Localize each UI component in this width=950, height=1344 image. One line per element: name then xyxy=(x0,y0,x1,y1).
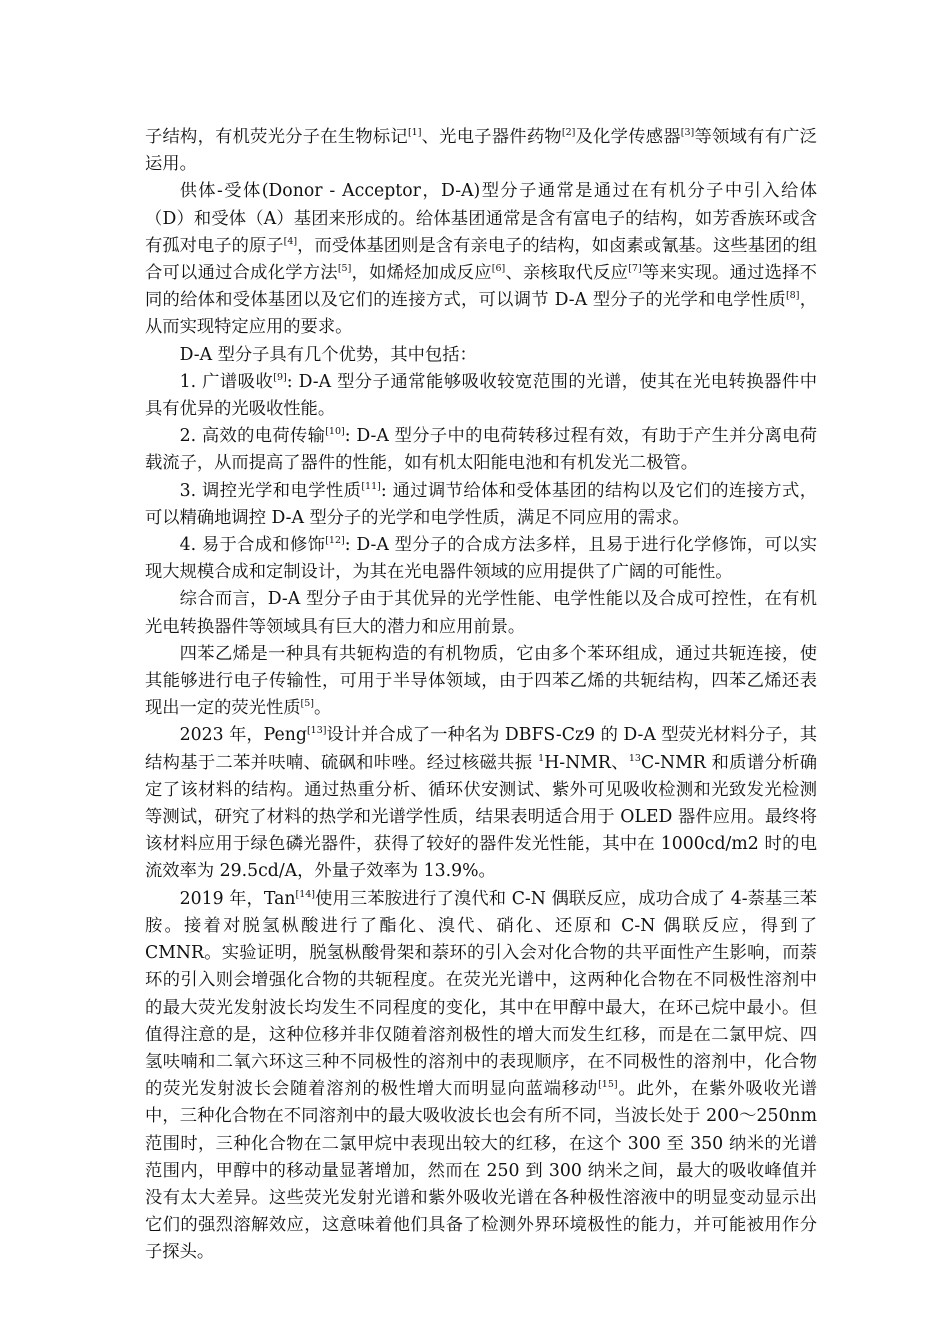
text-run: : D-A 型分子的合成方法多样，且易于进行化学修饰，可以实现大规模合成和定制设计，为其在光电器件领域的应用提供了广阔的可能性。 xyxy=(145,535,817,583)
text-run: 等来实现。通过选择不同的给体和受体基团以及它们的连接方式，可以调节 D-A 型分子的光学和电学性质 xyxy=(145,263,817,311)
citation-superscript: [10] xyxy=(325,426,345,438)
citation-superscript: [12] xyxy=(325,535,345,547)
text-run: H-NMR、 xyxy=(544,752,629,773)
citation-superscript: [5] xyxy=(337,263,352,275)
text-run: D-A 型分子具有几个优势，其中包括： xyxy=(179,344,477,365)
text-run: C-NMR 和质谱分析确定了该材料的结构。通过热重分析、循环伏安测试、紫外可见吸收检测和光致发光检测等测试，研究了材料的热学和光谱学性质，结果表明适合用于 OLED 器件应用。最终将该材料应用于绿色磷光器件，获得了较好的器件发光性能，其中在 1000cd/m2 时的电流效率为 29.5cd/A，外量子效率为 13.9%。 xyxy=(145,752,817,882)
text-run: 使用三苯胺进行了溴代和 C-N 偶联反应，成功合成了 4-萘基三苯胺。接着对脱氢枞酸进行了酯化、溴代、硝化、还原和 C-N 偶联反应，得到了 CMNR。实验证明，脱氢枞酸骨架和萘环的引入会对化合物的共平面性产生影响，而萘环的引入则会增强化合物的共轭程度。在荧光光谱中，这两种化合物在不同极性溶剂中的最大荧光发射波长均发生不同程度的变化，其中在甲醇中最大，在环己烷中最小。但值得注意的是，这种位移并非仅随着溶剂极性的增大而发生红移，而是在二氯甲烷、四氢呋喃和二氧六环这三种不同极性的溶剂中的表现顺序，在不同极性的溶剂中，化合物的荧光发射波长会随着溶剂的极性增大而明显向蓝端移动 xyxy=(145,888,817,1100)
text-run: 2. 高效的电荷传输 xyxy=(179,426,326,447)
citation-superscript: [6] xyxy=(491,263,506,275)
text-run: 、亲核取代反应 xyxy=(505,263,629,284)
citation-superscript: [4] xyxy=(283,236,298,248)
citation-superscript: [7] xyxy=(628,263,642,275)
paragraph xyxy=(145,722,817,885)
text-run: 。 xyxy=(314,698,332,719)
citation-superscript: [1] xyxy=(407,127,422,139)
paragraph xyxy=(145,886,817,1267)
text-run: 2023 年，Peng xyxy=(179,725,307,746)
citation-superscript: [15] xyxy=(598,1079,618,1091)
paragraph xyxy=(145,532,817,586)
text-run: ，从而实现特定应用的要求。 xyxy=(145,290,817,338)
citation-superscript: [9] xyxy=(273,372,287,384)
text-run: 4. 易于合成和修饰 xyxy=(179,535,326,556)
text-run: 综合而言，D-A 型分子由于其优异的光学性能、电学性能以及合成可控性，在有机光电转换器件等领域具有巨大的潜力和应用前景。 xyxy=(145,589,817,637)
text-run: ，而受体基团则是含有亲电子的结构，如卤素或氰基。这些基团的组合可以通过合成化学方法 xyxy=(145,235,817,284)
citation-superscript: [5] xyxy=(300,698,315,710)
text-run: 、光电子器件药物 xyxy=(421,127,562,147)
citation-superscript: [13] xyxy=(306,725,327,737)
citation-superscript: 13 xyxy=(628,752,641,764)
text-run: 供体-受体(Donor - Acceptor，D-A)型分子通常是通过在有机分子中引入给体（D）和受体（A）基团来形成的。给体基团通常是含有富电子的结构，如芳香族环或含有孤对电子的原子 xyxy=(145,181,817,256)
text-run: 设计并合成了一种名为 DBFS-Cz9 的 D-A 型荧光材料分子，其结构基于二苯并呋喃、硫砜和咔唑。经过核磁共振 xyxy=(145,725,817,773)
text-run: 四苯乙烯是一种具有共轭构造的有机物质，它由多个苯环组成，通过共轭连接，使其能够进行电子传输性，可用于半导体领域，由于四苯乙烯的共轭结构，四苯乙烯还表现出一定的荧光性质 xyxy=(145,643,817,719)
text-run: : D-A 型分子通常能够吸收较宽范围的光谱，使其在光电转换器件中具有优异的光吸收性能。 xyxy=(145,371,817,420)
paragraph xyxy=(145,423,817,477)
citation-superscript: 1 xyxy=(538,752,545,764)
citation-superscript: [11] xyxy=(361,480,381,492)
citation-superscript: [8] xyxy=(785,290,800,302)
paragraph xyxy=(145,641,817,723)
paragraph xyxy=(145,178,817,341)
document-body xyxy=(145,124,817,1267)
text-run: 。此外，在紫外吸收光谱中，三种化合物在不同溶剂中的最大吸收波长也会有所不同，当波长处于 200～250nm 范围时，三种化合物在二氯甲烷中表现出较大的红移，在这个 300 至 350 纳米的光谱范围内，甲醇中的移动量显著增加，然而在 250 到 300 纳米之间，最大的吸收峰值并没有太大差异。这些荧光发射光谱和紫外吸收光谱在各种极性溶液中的明显变动显示出它们的强烈溶解效应，这意味着他们具备了检测外界环境极性的能力，并可能被用作分子探头。 xyxy=(145,1079,817,1263)
text-run: 子结构，有机荧光分子在生物标记 xyxy=(145,127,408,147)
text-run: ，如烯烃加成反应 xyxy=(351,263,492,284)
text-run: 等领域有有广泛运用。 xyxy=(145,127,817,175)
text-run: 3. 调控光学和电学性质 xyxy=(179,480,362,501)
paragraph xyxy=(145,478,817,532)
text-run: 2019 年，Tan xyxy=(179,888,296,909)
citation-superscript: [14] xyxy=(295,888,316,900)
text-run: : 通过调节给体和受体基团的结构以及它们的连接方式，可以精确地调控 D-A 型分子的光学和电学性质，满足不同应用的需求。 xyxy=(145,480,817,528)
citation-superscript: [2] xyxy=(561,127,576,139)
text-run: 1. 广谱吸收 xyxy=(179,371,274,392)
citation-superscript: [3] xyxy=(680,127,695,139)
paragraph xyxy=(145,586,817,640)
paragraph xyxy=(145,369,817,423)
paragraph xyxy=(145,342,817,369)
text-run: 及化学传感器 xyxy=(575,127,681,147)
text-run: : D-A 型分子中的电荷转移过程有效，有助于产生并分离电荷载流子，从而提高了器件的性能，如有机太阳能电池和有机发光二极管。 xyxy=(145,426,817,474)
paragraph xyxy=(145,124,817,178)
